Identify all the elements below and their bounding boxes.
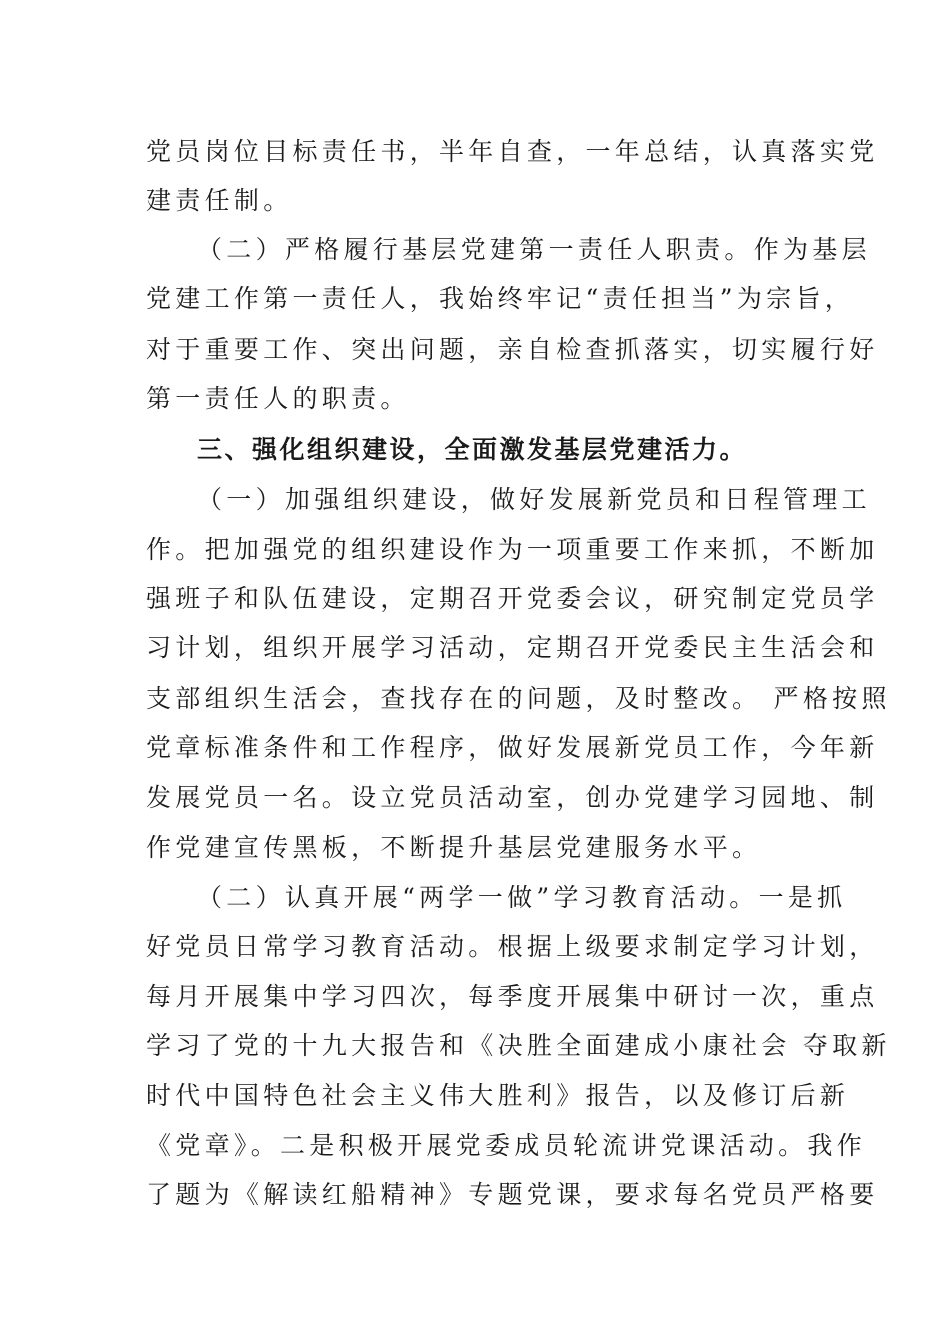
text-line-4: 党建工作第一责任人，我始终牢记“责任担当”为宗旨， <box>146 284 855 313</box>
text-line-22: 了题为《解读红船精神》专题党课，要求每名党员严格要 <box>146 1180 879 1209</box>
text-line-13: 党章标准条件和工作程序，做好发展新党员工作，今年新 <box>146 733 879 762</box>
text-line-19: 学习了党的十九大报告和《决胜全面建成小康社会 夺取新 <box>146 1031 891 1060</box>
text-line-21: 《党章》。二是积极开展党委成员轮流讲党课活动。我作 <box>146 1131 867 1160</box>
text-line-20: 时代中国特色社会主义伟大胜利》报告，以及修订后新 <box>146 1081 850 1110</box>
text-line-12: 支部组织生活会，查找存在的问题，及时整改。 严格按照 <box>146 684 891 713</box>
text-line-9: 作。把加强党的组织建设作为一项重要工作来抓，不断加 <box>146 535 879 564</box>
text-line-11: 习计划，组织开展学习活动，定期召开党委民主生活会和 <box>146 633 879 662</box>
text-line-17: 好党员日常学习教育活动。根据上级要求制定学习计划， <box>146 932 879 961</box>
paragraph-start-line: （二）严格履行基层党建第一责任人职责。作为基层 <box>197 235 871 264</box>
section-heading: 三、强化组织建设，全面激发基层党建活力。 <box>197 435 748 464</box>
text-line-14: 发展党员一名。设立党员活动室，创办党建学习园地、制 <box>146 783 879 812</box>
text-line-5: 对于重要工作、突出问题，亲自检查抓落实，切实履行好 <box>146 335 879 364</box>
text-line-6: 第一责任人的职责。 <box>146 384 410 413</box>
text-line-18: 每月开展集中学习四次，每季度开展集中研讨一次，重点 <box>146 982 879 1011</box>
paragraph-start-line: （一）加强组织建设，做好发展新党员和日程管理工 <box>197 485 871 514</box>
paragraph-start-line: （二）认真开展“两学一做”学习教育活动。一是抓 <box>197 883 847 912</box>
text-line-1: 党员岗位目标责任书，半年自查，一年总结，认真落实党 <box>146 137 879 166</box>
text-line-10: 强班子和队伍建设，定期召开党委会议，研究制定党员学 <box>146 584 879 613</box>
text-line-2: 建责任制。 <box>146 186 293 215</box>
text-line-15: 作党建宣传黑板，不断提升基层党建服务水平。 <box>146 833 762 862</box>
